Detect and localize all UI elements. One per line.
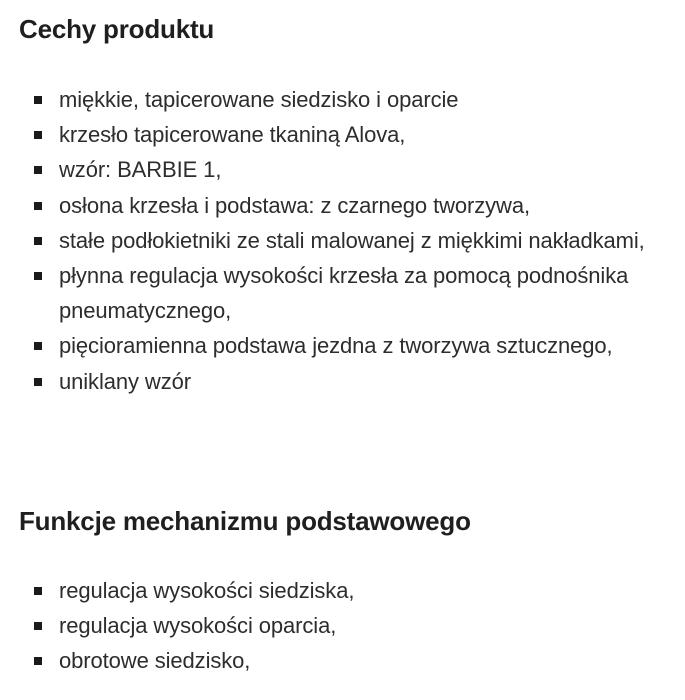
list-item-text: regulacja wysokości siedziska, [59,578,355,603]
list-item [0,188,669,223]
list-item [0,82,669,117]
list-item-text: krzesło tapicerowane tkaniną Alova, [59,122,406,148]
square-bullet-icon [34,657,42,665]
list-item-text: płynna regulacja wysokości krzesła za pomocą podnośnika pneumatycznego, [59,263,629,324]
list-item-text: stałe podłokietniki ze stali malowanej z miękkimi nakładkami, [59,227,645,253]
square-bullet-icon [34,622,42,630]
square-bullet-icon [34,96,42,104]
list-item-text: uniklany wzór [59,368,191,394]
section-title-features: Cechy produktu [19,14,215,44]
list-item [0,608,669,643]
square-bullet-icon [34,166,42,174]
list-item [0,258,669,328]
list-item [0,152,669,187]
feature-list [0,82,669,399]
square-bullet-icon [34,587,42,595]
list-item-text: wzór: BARBIE 1, [59,157,222,183]
square-bullet-icon [34,131,42,139]
mechanism-list [0,573,669,679]
list-item [0,364,669,399]
square-bullet-icon [34,272,42,280]
list-item [0,573,669,608]
list-item-text: pięcioramienna podstawa jezdna z tworzywa sztucznego, [59,333,613,359]
square-bullet-icon [34,378,42,386]
square-bullet-icon [34,237,42,245]
list-item-text: osłona krzesła i podstawa: z czarnego tworzywa, [59,192,530,218]
list-item [0,223,669,258]
list-item [0,643,669,678]
square-bullet-icon [34,202,42,210]
list-item [0,117,669,152]
list-item-text: regulacja wysokości oparcia, [59,613,337,639]
section-title-mechanism: Funkcje mechanizmu podstawowego [19,506,471,536]
square-bullet-icon [34,342,42,350]
list-item [0,328,669,363]
list-item-text: obrotowe siedzisko, [59,648,251,674]
list-item-text: miękkie, tapicerowane siedzisko i oparcie [59,87,459,112]
